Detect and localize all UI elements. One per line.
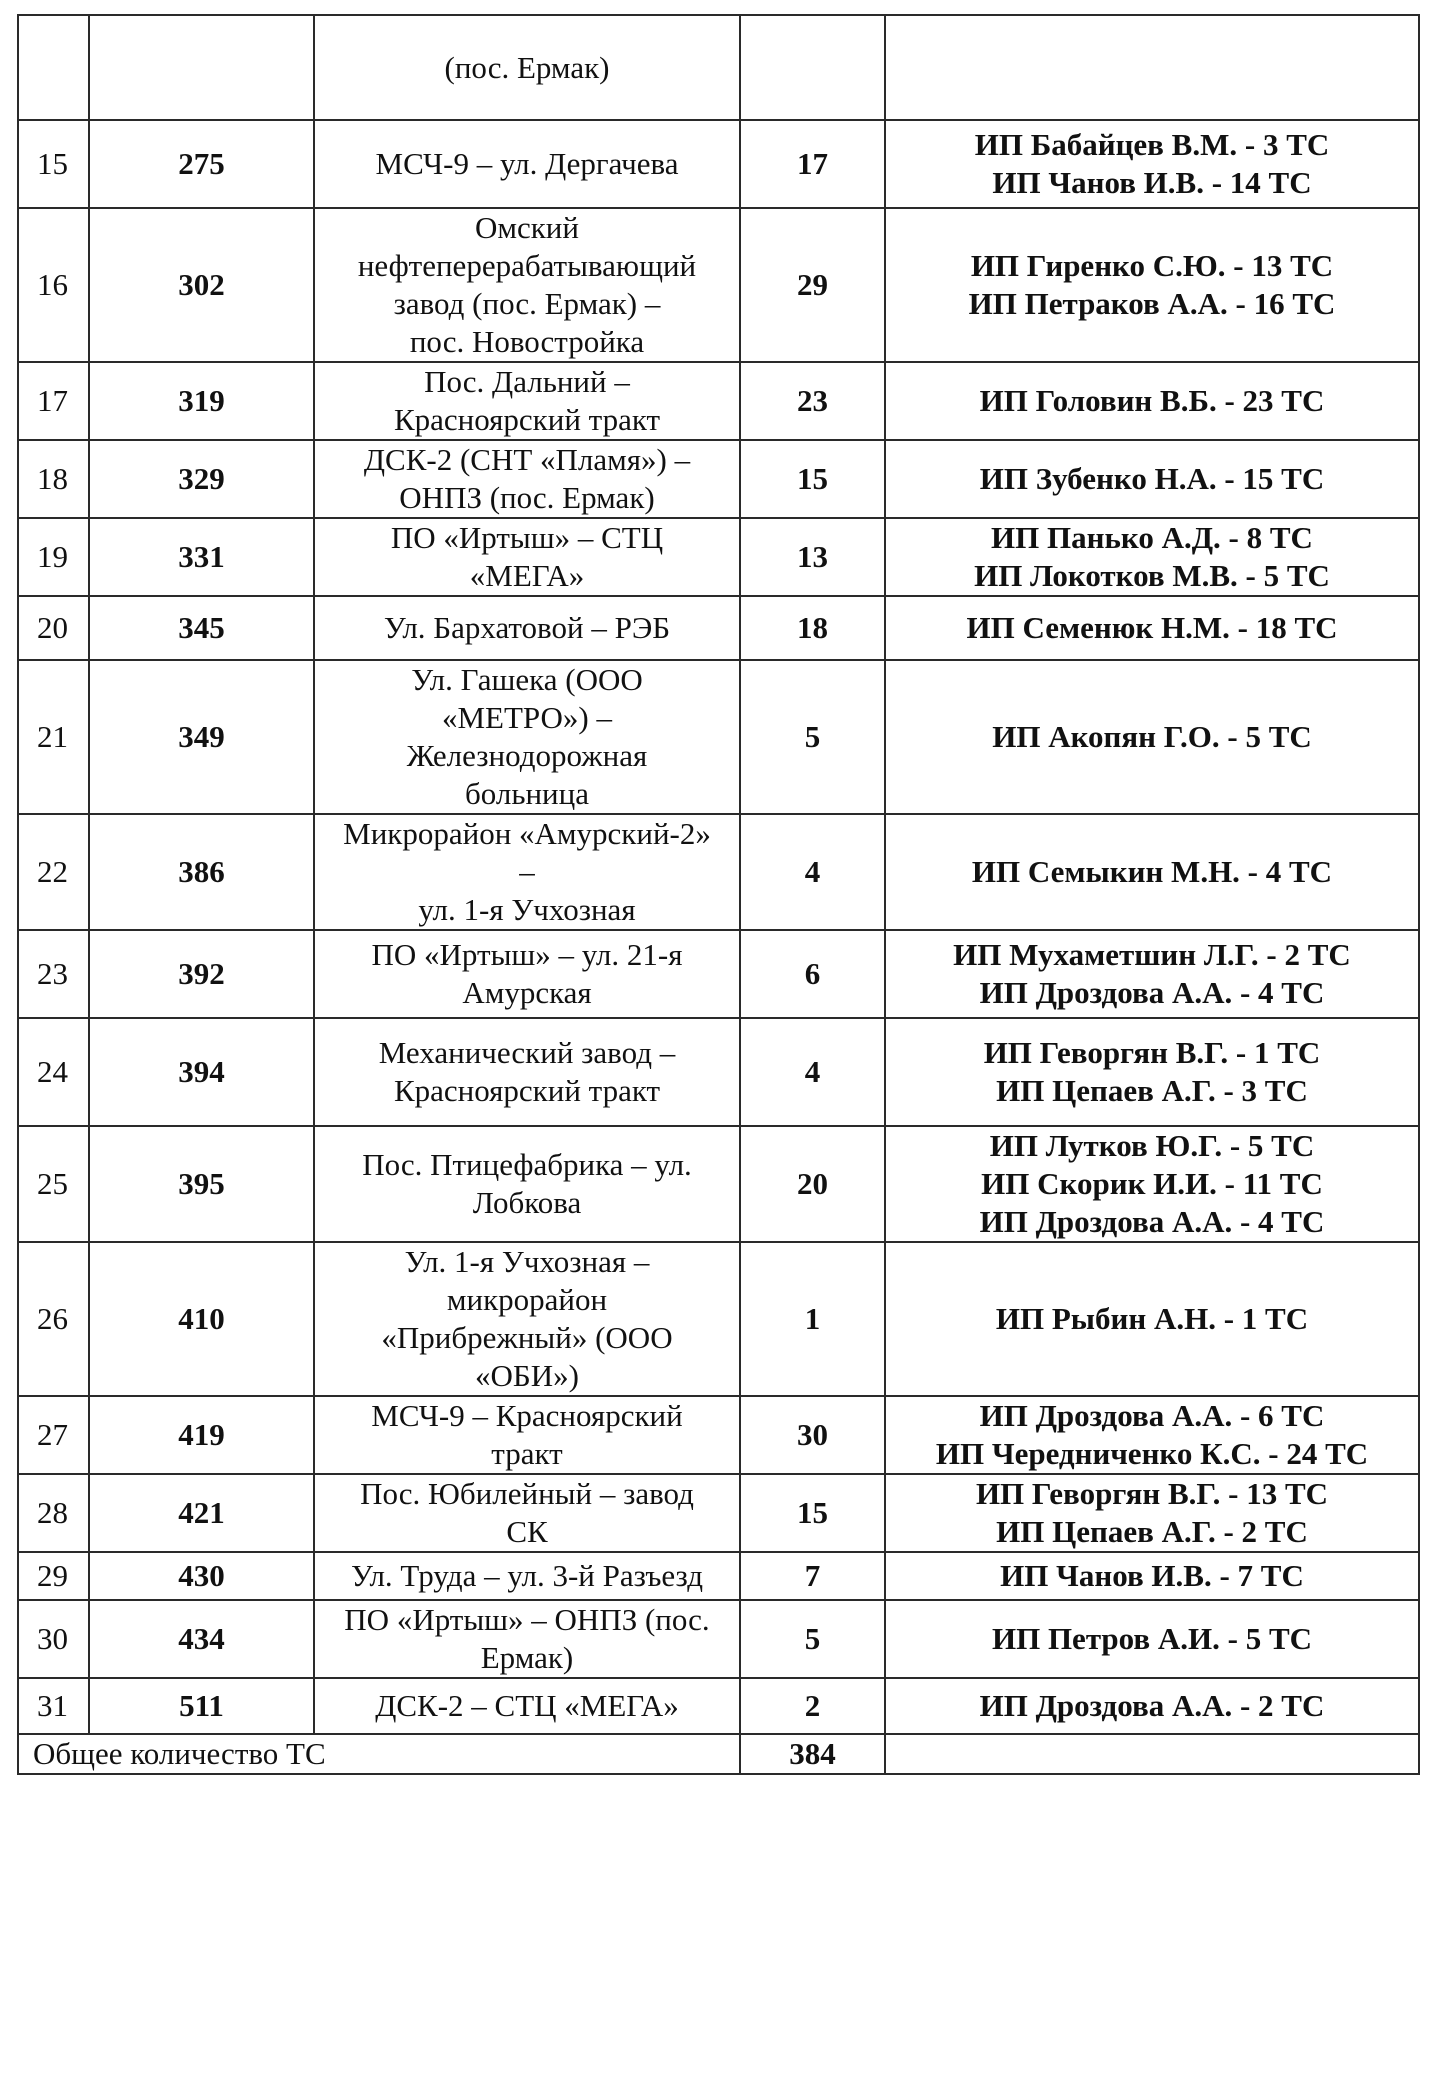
table-row [18, 362, 1419, 440]
total-empty-cell [885, 1734, 1419, 1774]
route-name-cell [314, 1242, 740, 1396]
table-row [18, 1678, 1419, 1734]
vehicle-count-cell: 4 [740, 814, 885, 930]
route-name-cell-line: тракт [491, 1436, 563, 1471]
row-number-cell: 18 [18, 440, 89, 518]
carriers-cell-line: ИП Зубенко Н.А. - 15 ТС [979, 461, 1325, 496]
carriers-cell [885, 208, 1419, 362]
carriers-cell-line: ИП Дроздова А.А. - 4 ТС [979, 1204, 1325, 1239]
row-number-cell: 17 [18, 362, 89, 440]
route-name-cell-line: ул. 1-я Учхозная [418, 892, 636, 927]
row-number-cell: 23 [18, 930, 89, 1018]
route-name-cell-line: (пос. Ермак) [444, 49, 610, 85]
table-row [18, 120, 1419, 208]
route-name-cell-line: «Прибрежный» (ООО [381, 1320, 673, 1355]
route-name-cell [314, 1678, 740, 1734]
route-name-cell-line: Механический завод – [378, 1035, 676, 1070]
table-row [18, 814, 1419, 930]
route-name-cell [314, 1126, 740, 1242]
route-name-cell-line: нефтеперерабатывающий [357, 248, 697, 283]
route-name-cell [314, 1396, 740, 1474]
route-name-cell [314, 208, 740, 362]
table-row [18, 440, 1419, 518]
carriers-cell-line: ИП Рыбин А.Н. - 1 ТС [995, 1301, 1309, 1336]
carriers-cell-line: ИП Скорик И.И. - 11 ТС [981, 1166, 1323, 1201]
row-number-cell: 20 [18, 596, 89, 660]
route-name-cell-line: ПО «Иртыш» – СТЦ [390, 520, 664, 555]
vehicle-count-cell: 13 [740, 518, 885, 596]
table-row [18, 596, 1419, 660]
vehicle-count-cell: 4 [740, 1018, 885, 1126]
vehicle-count-cell: 17 [740, 120, 885, 208]
carriers-cell-line: ИП Локотков М.В. - 5 ТС [974, 558, 1330, 593]
vehicle-count-cell: 20 [740, 1126, 885, 1242]
vehicle-count-cell: 23 [740, 362, 885, 440]
route-name-cell-line: пос. Новостройка [409, 324, 645, 359]
carriers-cell-line: ИП Геворгян В.Г. - 13 ТС [975, 1476, 1329, 1511]
carriers-cell [885, 362, 1419, 440]
route-name-cell-line: Микрорайон «Амурский-2» [343, 816, 711, 851]
vehicle-count-cell: 7 [740, 1552, 885, 1600]
carriers-cell-line: ИП Головин В.Б. - 23 ТС [979, 383, 1325, 418]
route-number-cell: 511 [89, 1678, 314, 1734]
route-name-cell-line: Ермак) [480, 1640, 574, 1675]
route-name-cell-line: ОНПЗ (пос. Ермак) [399, 480, 655, 515]
route-name-cell [314, 1600, 740, 1678]
route-number-cell: 434 [89, 1600, 314, 1678]
route-name-cell-line: МСЧ-9 – ул. Дергачева [375, 146, 679, 181]
row-number-cell: 26 [18, 1242, 89, 1396]
route-name-cell [314, 1552, 740, 1600]
table-row [18, 208, 1419, 362]
table-row [18, 1600, 1419, 1678]
table-row [18, 1126, 1419, 1242]
route-number-cell: 419 [89, 1396, 314, 1474]
row-number-cell: 30 [18, 1600, 89, 1678]
carriers-cell-line: ИП Чанов И.В. - 14 ТС [992, 165, 1312, 200]
table-row [18, 930, 1419, 1018]
route-name-cell-line: Амурская [462, 975, 592, 1010]
carriers-cell-line: ИП Акопян Г.О. - 5 ТС [992, 719, 1312, 754]
route-name-cell-line: Ул. Труда – ул. 3-й Разъезд [351, 1558, 703, 1593]
route-name-cell [314, 15, 740, 120]
route-number-cell: 302 [89, 208, 314, 362]
vehicle-count-cell [740, 15, 885, 120]
route-name-cell-line: Красноярский тракт [393, 402, 661, 437]
route-name-cell-line: – [519, 854, 535, 889]
row-number-cell: 16 [18, 208, 89, 362]
route-name-cell [314, 1018, 740, 1126]
carriers-cell [885, 518, 1419, 596]
route-name-cell [314, 1474, 740, 1552]
route-number-cell: 319 [89, 362, 314, 440]
route-name-cell-line: Пос. Юбилейный – завод [360, 1476, 694, 1511]
carriers-cell-line: ИП Чанов И.В. - 7 ТС [1000, 1558, 1304, 1593]
route-number-cell: 421 [89, 1474, 314, 1552]
carriers-cell-line: ИП Панько А.Д. - 8 ТС [991, 520, 1313, 555]
table-row [18, 1552, 1419, 1600]
carriers-cell [885, 1126, 1419, 1242]
carriers-cell-line: ИП Лутков Ю.Г. - 5 ТС [989, 1128, 1315, 1163]
vehicle-count-cell: 2 [740, 1678, 885, 1734]
route-name-cell-line: ДСК-2 – СТЦ «МЕГА» [375, 1688, 679, 1723]
row-number-cell: 27 [18, 1396, 89, 1474]
carriers-cell-line: ИП Гиренко С.Ю. - 13 ТС [970, 248, 1334, 283]
carriers-cell [885, 1474, 1419, 1552]
route-number-cell: 275 [89, 120, 314, 208]
route-name-cell-line: завод (пос. Ермак) – [393, 286, 661, 321]
carriers-cell-line: ИП Дроздова А.А. - 4 ТС [979, 975, 1325, 1010]
route-name-cell-line: Лобкова [472, 1185, 582, 1220]
table-row [18, 1018, 1419, 1126]
carriers-cell-line: ИП Цепаев А.Г. - 2 ТС [996, 1514, 1308, 1549]
route-name-cell-line: «МЕТРО») – [441, 700, 612, 735]
carriers-cell-line: ИП Дроздова А.А. - 6 ТС [979, 1398, 1325, 1433]
route-number-cell: 345 [89, 596, 314, 660]
route-name-cell-line: МСЧ-9 – Красноярский [371, 1398, 683, 1433]
route-name-cell-line: микрорайон [446, 1282, 608, 1317]
carriers-cell [885, 120, 1419, 208]
vehicle-count-cell: 6 [740, 930, 885, 1018]
route-number-cell [89, 15, 314, 120]
carriers-cell [885, 1396, 1419, 1474]
table-row-continued [18, 15, 1419, 120]
route-number-cell: 430 [89, 1552, 314, 1600]
routes-table-body [18, 15, 1419, 1774]
route-name-cell-line: ДСК-2 (СНТ «Пламя») – [363, 442, 691, 477]
carriers-cell [885, 1552, 1419, 1600]
route-number-cell: 395 [89, 1126, 314, 1242]
carriers-cell [885, 1600, 1419, 1678]
route-name-cell-line: ПО «Иртыш» – ОНПЗ (пос. [344, 1602, 710, 1637]
route-name-cell [314, 814, 740, 930]
vehicle-count-cell: 18 [740, 596, 885, 660]
route-name-cell-line: больница [465, 776, 589, 811]
route-name-cell [314, 362, 740, 440]
carriers-cell [885, 660, 1419, 814]
vehicle-count-cell: 1 [740, 1242, 885, 1396]
row-number-cell: 19 [18, 518, 89, 596]
carriers-cell [885, 440, 1419, 518]
row-number-cell: 21 [18, 660, 89, 814]
route-name-cell-line: Омский [474, 210, 579, 245]
route-name-cell-line: «ОБИ») [475, 1358, 579, 1393]
route-number-cell: 331 [89, 518, 314, 596]
carriers-cell [885, 814, 1419, 930]
route-number-cell: 394 [89, 1018, 314, 1126]
route-name-cell [314, 120, 740, 208]
total-label: Общее количество ТС [18, 1734, 740, 1774]
vehicle-count-cell: 5 [740, 660, 885, 814]
route-name-cell-line: Ул. Гашека (ООО [411, 662, 643, 697]
table-total-row [18, 1734, 1419, 1774]
table-row [18, 660, 1419, 814]
carriers-cell [885, 1678, 1419, 1734]
carriers-cell-line: ИП Петраков А.А. - 16 ТС [968, 286, 1336, 321]
route-name-cell-line: «МЕГА» [469, 558, 585, 593]
routes-table [17, 14, 1420, 1775]
table-row [18, 1242, 1419, 1396]
table-row [18, 518, 1419, 596]
vehicle-count-cell: 15 [740, 1474, 885, 1552]
route-name-cell-line: Красноярский тракт [393, 1073, 661, 1108]
route-number-cell: 329 [89, 440, 314, 518]
row-number-cell: 31 [18, 1678, 89, 1734]
vehicle-count-cell: 29 [740, 208, 885, 362]
carriers-cell [885, 596, 1419, 660]
carriers-cell [885, 1018, 1419, 1126]
row-number-cell: 28 [18, 1474, 89, 1552]
table-row [18, 1396, 1419, 1474]
route-name-cell-line: СК [506, 1514, 548, 1549]
row-number-cell: 15 [18, 120, 89, 208]
carriers-cell [885, 930, 1419, 1018]
carriers-cell-line: ИП Чередниченко К.С. - 24 ТС [935, 1436, 1369, 1471]
carriers-cell-line: ИП Петров А.И. - 5 ТС [991, 1621, 1313, 1656]
route-name-cell [314, 596, 740, 660]
route-name-cell [314, 440, 740, 518]
route-number-cell: 386 [89, 814, 314, 930]
carriers-cell-line: ИП Цепаев А.Г. - 3 ТС [996, 1073, 1308, 1108]
route-name-cell-line: Ул. Бархатовой – РЭБ [383, 610, 671, 645]
total-value: 384 [740, 1734, 885, 1774]
route-number-cell: 410 [89, 1242, 314, 1396]
vehicle-count-cell: 5 [740, 1600, 885, 1678]
carriers-cell-line: ИП Семенюк Н.М. - 18 ТС [966, 610, 1338, 645]
route-name-cell-line: ПО «Иртыш» – ул. 21-я [371, 937, 683, 972]
carriers-cell [885, 1242, 1419, 1396]
route-number-cell: 392 [89, 930, 314, 1018]
route-name-cell [314, 660, 740, 814]
route-name-cell-line: Ул. 1-я Учхозная – [404, 1244, 650, 1279]
table-row [18, 1474, 1419, 1552]
row-number-cell: 29 [18, 1552, 89, 1600]
row-number-cell: 22 [18, 814, 89, 930]
carriers-cell-line: ИП Мухаметшин Л.Г. - 2 ТС [953, 937, 1351, 972]
carriers-cell-line: ИП Семыкин М.Н. - 4 ТС [971, 854, 1333, 889]
route-name-cell [314, 930, 740, 1018]
row-number-cell: 24 [18, 1018, 89, 1126]
route-name-cell-line: Железнодорожная [406, 738, 648, 773]
row-number-cell [18, 15, 89, 120]
row-number-cell: 25 [18, 1126, 89, 1242]
route-name-cell-line: Пос. Птицефабрика – ул. [362, 1147, 692, 1182]
carriers-cell-line: ИП Бабайцев В.М. - 3 ТС [974, 127, 1330, 162]
carriers-cell-line: ИП Геворгян В.Г. - 1 ТС [983, 1035, 1321, 1070]
route-name-cell-line: Пос. Дальний – [424, 364, 630, 399]
route-number-cell: 349 [89, 660, 314, 814]
carriers-cell [885, 15, 1419, 120]
vehicle-count-cell: 30 [740, 1396, 885, 1474]
route-name-cell [314, 518, 740, 596]
vehicle-count-cell: 15 [740, 440, 885, 518]
carriers-cell-line: ИП Дроздова А.А. - 2 ТС [979, 1688, 1325, 1723]
